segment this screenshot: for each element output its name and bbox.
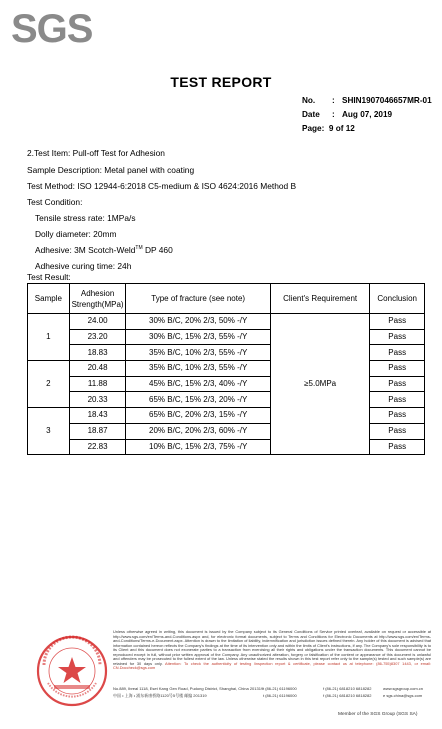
phone-en: t (86-21) 61196000 xyxy=(263,686,297,691)
strength-cell: 24.00 xyxy=(69,314,126,330)
report-number-row: No. : SHIN1907046657MR-01 xyxy=(302,94,432,108)
requirement-cell: ≥5.0MPa xyxy=(270,314,370,455)
strength-cell: 20.48 xyxy=(69,361,126,377)
fax-en: f (86-21) 6818210 6818282 xyxy=(323,686,372,691)
report-number-label: No. xyxy=(302,96,316,105)
fracture-cell: 35% B/C, 10% 2/3, 55% -/Y xyxy=(126,361,270,377)
strength-cell: 11.88 xyxy=(69,376,126,392)
header-adhesion-line2: Strength(MPa) xyxy=(71,299,124,309)
fracture-cell: 65% B/C, 20% 2/3, 15% -/Y xyxy=(126,408,270,424)
condition-dolly: Dolly diameter: 20mm xyxy=(35,229,117,239)
fracture-cell: 30% B/C, 15% 2/3, 55% -/Y xyxy=(126,329,270,345)
conclusion-cell: Pass xyxy=(370,361,425,377)
condition-curing: Adhesive curing time: 24h xyxy=(35,261,132,271)
email-address: e sgs.china@sgs.com xyxy=(383,693,423,698)
header-conclusion: Conclusion xyxy=(370,284,425,314)
fax-cn: f (86-21) 6818210 6818282 xyxy=(323,693,372,698)
report-date-row: Date : Aug 07, 2019 xyxy=(302,108,432,122)
official-seal-stamp xyxy=(36,635,108,707)
trademark-mark: TM xyxy=(135,245,143,252)
address-row-en xyxy=(113,685,431,692)
conclusion-cell: Pass xyxy=(370,439,425,455)
strength-cell: 23.20 xyxy=(69,329,126,345)
header-sample: Sample xyxy=(28,284,70,314)
report-meta xyxy=(302,94,432,136)
sample-cell: 1 xyxy=(28,314,70,361)
strength-cell: 18.87 xyxy=(69,423,126,439)
report-date-label: Date xyxy=(302,110,320,119)
condition-tensile: Tensile stress rate: 1MPa/s xyxy=(35,213,136,223)
strength-cell: 18.83 xyxy=(69,345,126,361)
sample-description: Sample Description: Metal panel with coating xyxy=(27,165,195,175)
conclusion-cell: Pass xyxy=(370,392,425,408)
strength-cell: 22.83 xyxy=(69,439,126,455)
header-adhesion xyxy=(69,284,126,314)
test-result-heading: Test Result: xyxy=(27,272,71,282)
fracture-cell: 35% B/C, 10% 2/3, 55% -/Y xyxy=(126,345,270,361)
test-method: Test Method: ISO 12944-6:2018 C5-medium & ISO 4624:2016 Method B xyxy=(27,181,297,191)
report-title: TEST REPORT xyxy=(170,74,272,90)
disclaimer-text: Unless otherwise agreed in writing, this document is issued by the Company subject to its General Conditions of Service printed overleaf, available on request or accessible at http://www.sgs.com/en/Terms-and-Conditions.aspx and, for electronic format documents, subject to Terms and Conditions for Electronic Documents at http://www.sgs.com/en/Terms-and-Conditions/Terms-e-Document.aspx. Attention is drawn to the limitation of liability, indemnification and jurisdiction issues defined therein. Any holder of this document is advised that information contained hereon reflects the Company's findings at the time of its intervention only and within the limits of Client's instructions, if any. The Company's sole responsibility is to its Client and this document does not exonerate parties to a transaction from exercising all their rights and obligations under the transaction documents. This document cannot be reproduced except in full, without prior written approval of the Company. Any unauthorized alteration, forgery or falsification of the content or appearance of this document is unlawful and offenders may be prosecuted to the fullest extent of the law. Unless otherwise stated the results shown in this test report refer only to the sample(s) tested and such sample(s) are retained for 30 days only. xyxy=(113,629,431,666)
sample-cell: 3 xyxy=(28,408,70,455)
test-item: 2.Test Item: Pull-off Test for Adhesion xyxy=(27,148,165,158)
phone-cn: t (86-21) 61196000 xyxy=(263,693,297,698)
footer-address xyxy=(113,685,431,699)
fracture-cell: 30% B/C, 20% 2/3, 50% -/Y xyxy=(126,314,270,330)
table-header-row xyxy=(28,284,425,314)
address-row-cn xyxy=(113,692,431,699)
member-of-sgs-group: Member of the SGS Group (SGS SA) xyxy=(338,712,418,717)
star-icon xyxy=(58,657,86,683)
header-fracture: Type of fracture (see note) xyxy=(126,284,270,314)
attention-text: Attention: To check the authenticity of testing /inspection report & certificate, please contact us at telephone: (86-755)8307 1443, or email: CN.Doccheck@sgs.com xyxy=(113,660,431,670)
header-requirement: Client's Requirement xyxy=(270,284,370,314)
report-page-value: 9 of 12 xyxy=(328,124,355,133)
report-page-label: Page: xyxy=(302,124,325,133)
address-en: No.889, Ibreal 1118, Eset Kang Gen Road, Pudong District, Shanghai, China 201319 xyxy=(113,686,264,691)
adhesive-prefix: Adhesive: 3M Scotch-Weld xyxy=(35,245,136,255)
table-row xyxy=(28,314,425,330)
fracture-cell: 65% B/C, 15% 2/3, 20% -/Y xyxy=(126,392,270,408)
conclusion-cell: Pass xyxy=(370,329,425,345)
fracture-cell: 45% B/C, 15% 2/3, 40% -/Y xyxy=(126,376,270,392)
strength-cell: 18.43 xyxy=(69,408,126,424)
report-page-row xyxy=(302,122,432,136)
adhesive-suffix: DP 460 xyxy=(142,245,173,255)
report-date-value: Aug 07, 2019 xyxy=(342,110,393,119)
footer-disclaimer xyxy=(113,630,431,671)
conclusion-cell: Pass xyxy=(370,376,425,392)
web-address: www.sgsgroup.com.cn xyxy=(383,686,424,691)
fracture-cell: 20% B/C, 20% 2/3, 60% -/Y xyxy=(126,423,270,439)
strength-cell: 20.33 xyxy=(69,392,126,408)
fracture-cell: 10% B/C, 15% 2/3, 75% -/Y xyxy=(126,439,270,455)
sgs-logo-text: SGS xyxy=(11,7,92,51)
sgs-logo xyxy=(10,4,92,52)
sample-cell: 2 xyxy=(28,361,70,408)
conclusion-cell: Pass xyxy=(370,423,425,439)
test-condition-heading: Test Condition: xyxy=(27,197,83,207)
results-table xyxy=(27,283,425,455)
header-adhesion-line1: Adhesion xyxy=(80,288,115,298)
address-cn: 中国 • 上海 • 浦东新康桥路1120号5号楼 邮编 201319 xyxy=(113,693,207,698)
condition-adhesive xyxy=(35,245,173,255)
conclusion-cell: Pass xyxy=(370,408,425,424)
conclusion-cell: Pass xyxy=(370,314,425,330)
report-number-value: SHIN1907046657MR-01 xyxy=(342,96,432,105)
conclusion-cell: Pass xyxy=(370,345,425,361)
